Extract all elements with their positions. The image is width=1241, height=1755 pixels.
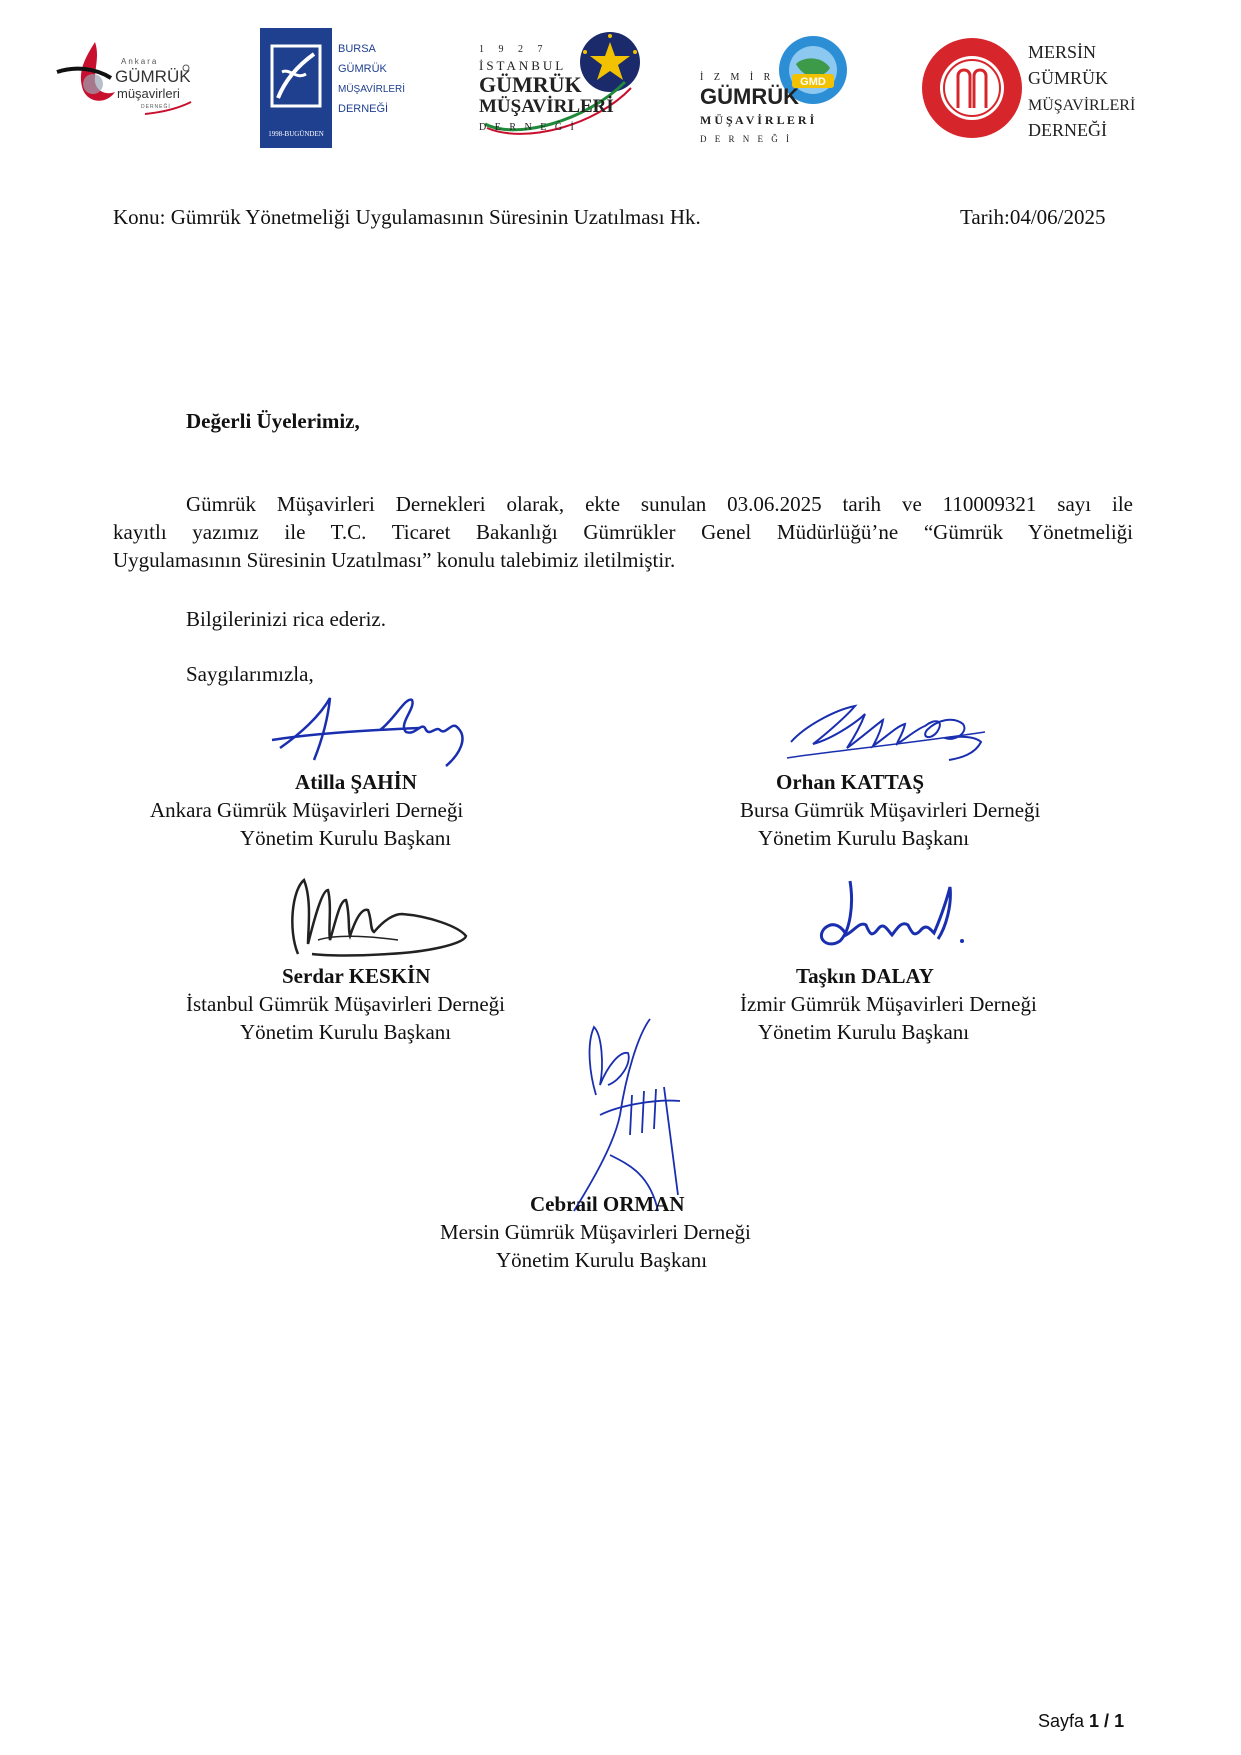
page-number bbox=[1038, 1711, 1124, 1732]
izmir-logo-line1: GÜMRÜK bbox=[700, 84, 799, 109]
ankara-logo-tiny: DERNEĞİ bbox=[141, 104, 171, 110]
izmir-logo-city: İ Z M İ R bbox=[700, 72, 775, 83]
bursa-logo-line3: MÜŞAVİRLERİ bbox=[338, 84, 406, 95]
signatory-name: Taşkın DALAY bbox=[796, 964, 934, 988]
salutation: Değerli Üyelerimiz, bbox=[186, 409, 360, 433]
izmir-logo-line3: D E R N E Ğ İ bbox=[700, 134, 792, 144]
paragraph-line: kayıtlı yazımız ile T.C. Ticaret Bakanlığı Gümrükler Genel Müdürlüğü’ne “Gümrük Yönetmeliği bbox=[113, 520, 1133, 544]
bursa-logo-foot: 1998-BUGÜNDEN bbox=[268, 130, 324, 138]
ankara-logo bbox=[55, 38, 195, 118]
paragraph-line: Uygulamasının Süresinin Uzatılması” konulu talebimiz iletilmiştir. bbox=[113, 548, 676, 572]
izmir-logo-badge: GMD bbox=[800, 76, 826, 88]
signatory-title: Yönetim Kurulu Başkanı bbox=[240, 1020, 452, 1044]
signatory-org: Ankara Gümrük Müşavirleri Derneği bbox=[150, 798, 464, 822]
istanbul-logo-year: 1 9 2 7 bbox=[479, 44, 549, 55]
mersin-logo-line2: GÜMRÜK bbox=[1028, 68, 1109, 88]
ankara-logo-sub: müşavirleri bbox=[117, 86, 180, 101]
paragraph-line: Gümrük Müşavirleri Dernekleri olarak, ekte sunulan 03.06.2025 tarih ve 110009321 sayı ile bbox=[186, 492, 1133, 516]
page-number-separator: / bbox=[1099, 1711, 1115, 1731]
signatory-mersin bbox=[400, 1190, 840, 1274]
mersin-logo-line3: MÜŞAVİRLERİ bbox=[1028, 97, 1136, 114]
signature-serdar-keskin bbox=[278, 870, 478, 960]
ankara-logo-main: GÜMRÜK bbox=[115, 67, 191, 86]
page-number-total: 1 bbox=[1114, 1711, 1125, 1731]
request-line: Bilgilerinizi rica ederiz. bbox=[186, 607, 386, 631]
signatory-name: Atilla ŞAHİN bbox=[295, 770, 417, 794]
page-number-label: Sayfa bbox=[1038, 1711, 1090, 1731]
signatory-name: Orhan KATTAŞ bbox=[776, 770, 925, 794]
bursa-logo-line2: GÜMRÜK bbox=[338, 63, 387, 75]
izmir-logo-line2: M Ü Ş A V İ R L E R İ bbox=[700, 113, 815, 127]
signatory-bursa bbox=[700, 768, 1140, 852]
istanbul-logo-city: İSTANBUL bbox=[479, 58, 567, 73]
main-paragraph bbox=[113, 490, 1133, 574]
signatory-org: Mersin Gümrük Müşavirleri Derneği bbox=[440, 1220, 751, 1244]
signatory-name: Serdar KESKİN bbox=[282, 964, 431, 988]
istanbul-logo bbox=[475, 30, 645, 142]
signatory-org: Bursa Gümrük Müşavirleri Derneği bbox=[740, 798, 1041, 822]
signature-atilla-sahin bbox=[270, 690, 490, 770]
signatory-ankara bbox=[118, 768, 558, 852]
bursa-logo-line4: DERNEĞİ bbox=[338, 103, 389, 115]
signatory-org: İstanbul Gümrük Müşavirleri Derneği bbox=[186, 992, 506, 1016]
istanbul-logo-line3: D E R N E Ğ İ bbox=[479, 122, 577, 133]
mersin-logo-line1: MERSİN bbox=[1028, 42, 1097, 62]
izmir-logo bbox=[698, 28, 858, 150]
signatory-org: İzmir Gümrük Müşavirleri Derneği bbox=[740, 992, 1037, 1016]
signature-taskin-dalay bbox=[810, 875, 980, 965]
page-number-current: 1 bbox=[1089, 1711, 1100, 1731]
bursa-logo-line1: BURSA bbox=[338, 43, 376, 55]
istanbul-logo-line1: GÜMRÜK bbox=[479, 72, 582, 97]
signatory-izmir bbox=[700, 962, 1140, 1046]
istanbul-logo-line2: MÜŞAVİRLERİ bbox=[479, 96, 614, 117]
mersin-logo-line4: DERNEĞİ bbox=[1028, 120, 1107, 140]
signatory-title: Yönetim Kurulu Başkanı bbox=[758, 826, 970, 850]
document-date: Tarih:04/06/2025 bbox=[960, 205, 1106, 229]
signature-cebrail-orman bbox=[560, 1015, 710, 1215]
subject-line: Konu: Gümrük Yönetmeliği Uygulamasının Süresinin Uzatılması Hk. bbox=[113, 205, 701, 229]
signatory-name: Cebrail ORMAN bbox=[530, 1192, 685, 1216]
signatory-title: Yönetim Kurulu Başkanı bbox=[496, 1248, 708, 1272]
closing-line: Saygılarımızla, bbox=[186, 662, 314, 686]
bursa-logo bbox=[260, 28, 410, 148]
signatory-title: Yönetim Kurulu Başkanı bbox=[240, 826, 452, 850]
signature-orhan-kattas bbox=[785, 698, 1005, 768]
ankara-logo-small: Ankara bbox=[121, 57, 159, 66]
signatory-istanbul bbox=[118, 962, 558, 1046]
signatory-title: Yönetim Kurulu Başkanı bbox=[758, 1020, 970, 1044]
mersin-logo bbox=[920, 28, 1136, 150]
